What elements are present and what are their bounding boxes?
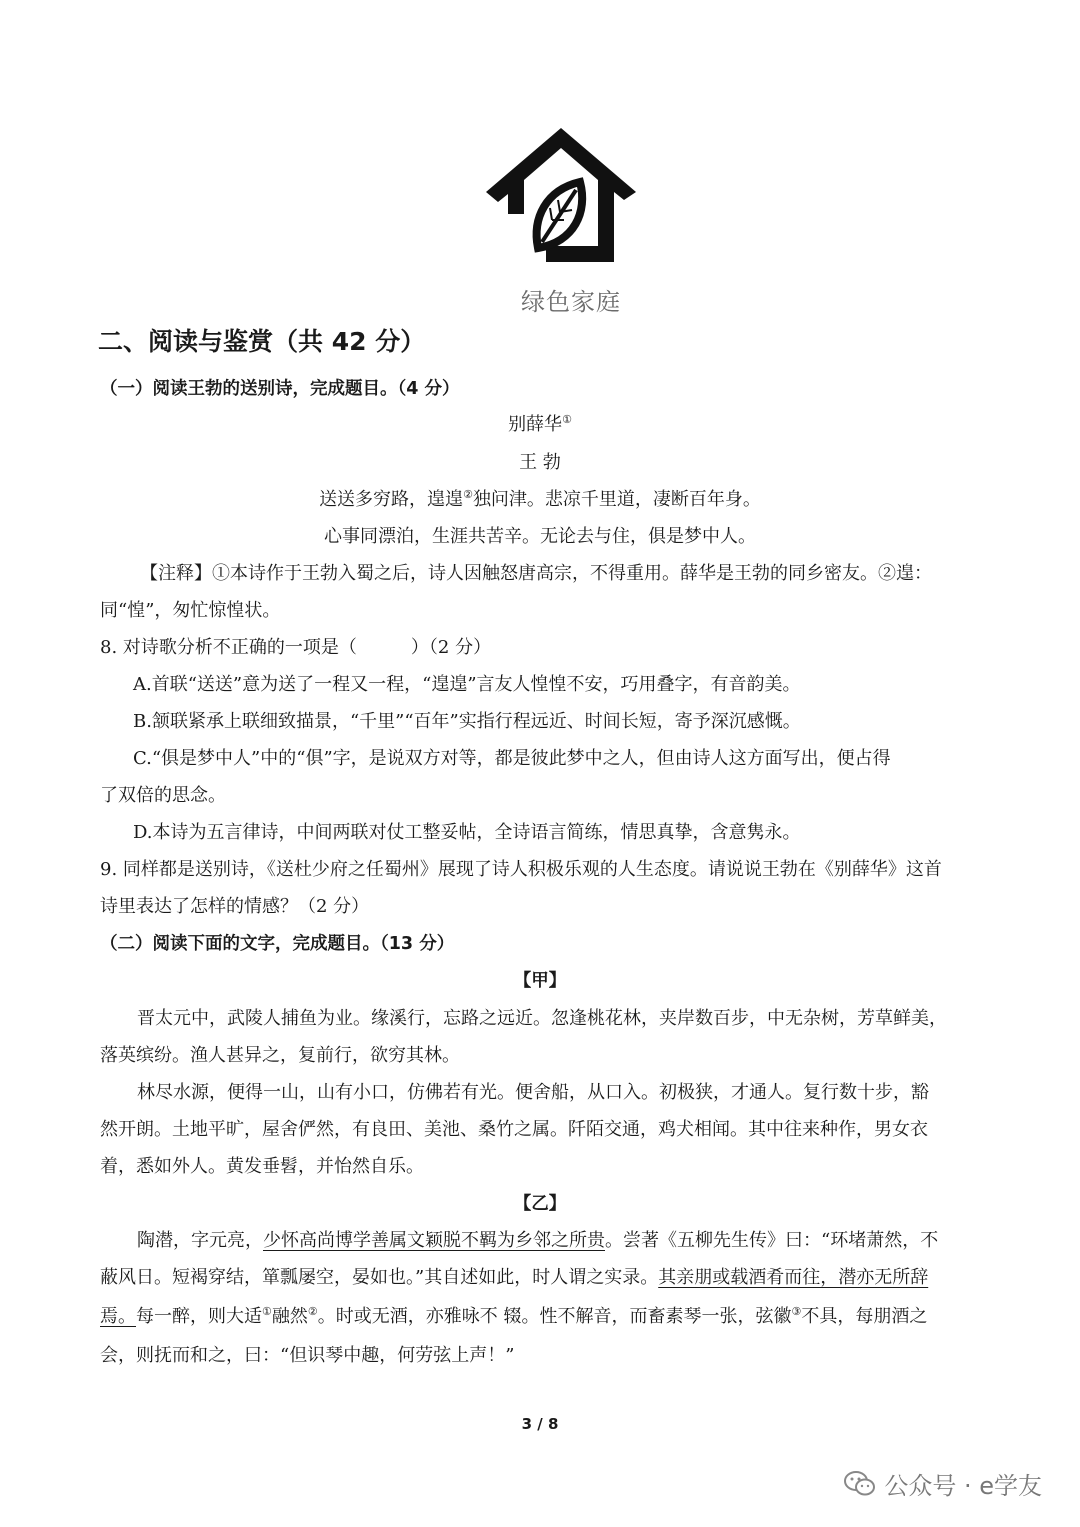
passage-jia-p2-line-1: 林尽水源，便得一山，山有小口，仿佛若有光。便舍船，从口入。初极狭，才通人。复行数十步，豁 bbox=[137, 1082, 929, 1103]
passage-yi-line-2-a: 蔽风日。短褐穿结，箪瓢屡空，晏如也。”其自述如此，时人谓之实录。 bbox=[100, 1267, 659, 1288]
passage-yi-line-3-d: 不具，每朋酒之 bbox=[801, 1306, 928, 1327]
note-marker-3: ③ bbox=[791, 1305, 802, 1318]
passage-jia-p2-line-2: 然开朗。土地平旷，屋舍俨然，有良田、美池、桑竹之属。阡陌交通，鸡犬相闻。其中往来种作，男女衣 bbox=[100, 1119, 928, 1140]
passage-yi-line-3 bbox=[100, 1305, 927, 1329]
poem-line-1 bbox=[0, 488, 1080, 512]
question-8-option-d: D.本诗为五言律诗，中间两联对仗工整妥帖，全诗语言简练，情思真挚，含意隽永。 bbox=[133, 822, 801, 843]
section-title: 二、阅读与鉴赏（共 42 分） bbox=[98, 327, 426, 356]
passage-jia-p2-line-3: 着，悉如外人。黄发垂髫，并怡然自乐。 bbox=[100, 1156, 424, 1177]
passage-yi-underlined-sentence-2: 其亲朋或载酒肴而往，潜亦无所辞 bbox=[658, 1267, 929, 1288]
note-marker-1: ① bbox=[262, 1305, 272, 1318]
passage-yi-line-2 bbox=[100, 1266, 928, 1290]
question-9-line-1: 9. 同样都是送别诗，《送杜少府之任蜀州》展现了诗人积极乐观的人生态度。请说说王勃在《别薛华》这首 bbox=[100, 859, 942, 880]
poem-title-text: 别薛华 bbox=[508, 414, 563, 435]
poem-line-1-b: 独问津。悲凉千里道，凄断百年身。 bbox=[472, 489, 761, 510]
poem-author: 王 勃 bbox=[519, 452, 561, 473]
part2-title: （二）阅读下面的文字，完成题目。（13 分） bbox=[100, 934, 455, 954]
passage-yi-line-4: 会，则抚而和之，曰：“但识琴中趣，何劳弦上声！” bbox=[100, 1345, 515, 1366]
note-marker-2: ② bbox=[307, 1305, 318, 1318]
passage-yi-line-3-a: 每一醉，则大适 bbox=[136, 1306, 262, 1327]
passage-yi-line-1 bbox=[137, 1229, 938, 1253]
question-8-option-c-line-1: C.“俱是梦中人”中的“俱”字，是说双方对等，都是彼此梦中之人，但由诗人这方面写出，便占得 bbox=[133, 748, 891, 769]
poem-line-1-note: ② bbox=[463, 488, 473, 501]
page-number: 3 / 8 bbox=[521, 1415, 559, 1433]
passage-yi-line-3-c: 。时或无酒，亦雅咏不 辍。性不解音，而畜素琴一张，弦徽 bbox=[317, 1306, 792, 1327]
question-8-option-a: A.首联“送送”意为送了一程又一程，“遑遑”言友人惶惶不安，巧用叠字，有音韵美。 bbox=[133, 674, 801, 695]
poem-line-2: 心事同漂泊，生涯共苦辛。无论去与住，俱是梦中人。 bbox=[324, 526, 756, 547]
poem-notes-line-2: 同“惶”，匆忙惊惶状。 bbox=[100, 600, 281, 621]
footer-watermark bbox=[844, 1466, 1042, 1501]
footer-account-name: 公众号 · e学友 bbox=[884, 1472, 1042, 1500]
question-9-line-2: 诗里表达了怎样的情感？（2 分） bbox=[100, 896, 370, 917]
poem-notes-line-1: 【注释】①本诗作于王勃入蜀之后，诗人因触怒唐高宗，不得重用。薛华是王勃的同乡密友。②遑： bbox=[140, 563, 932, 584]
passage-yi-label: 【乙】 bbox=[513, 1194, 567, 1214]
wechat-icon bbox=[844, 1470, 876, 1498]
passage-yi-underlined-sentence-2-end: 焉。 bbox=[100, 1306, 136, 1327]
question-8-option-b: B.颔联紧承上联细致描景，“千里”“百年”实指行程远近、时间长短，寄予深沉感慨。 bbox=[133, 711, 801, 732]
passage-yi-line-1-b: 。尝著《五柳先生传》曰：“环堵萧然，不 bbox=[605, 1230, 939, 1251]
poem-title-note: ① bbox=[562, 413, 572, 426]
passage-jia-p1-line-2: 落英缤纷。渔人甚异之，复前行，欲穷其林。 bbox=[100, 1045, 460, 1066]
passage-jia-label: 【甲】 bbox=[513, 971, 567, 991]
poem-title bbox=[0, 413, 1080, 437]
passage-yi-underlined-sentence-1: 少怀高尚博学善属文颖脱不羁为乡邻之所贵 bbox=[263, 1230, 605, 1251]
passage-yi-line-3-b: 融然 bbox=[271, 1306, 308, 1327]
passage-jia-p1-line-1: 晋太元中，武陵人捕鱼为业。缘溪行，忘路之远近。忽逢桃花林，夹岸数百步，中无杂树，芳草鲜美， bbox=[137, 1008, 947, 1029]
passage-yi-line-1-a: 陶潜，字元亮， bbox=[137, 1230, 263, 1251]
logo-caption: 绿色家庭 bbox=[521, 288, 621, 316]
question-8-option-c-line-2: 了双倍的思念。 bbox=[100, 785, 226, 806]
question-8: 8. 对诗歌分析不正确的一项是（ ）（2 分） bbox=[100, 637, 492, 658]
poem-line-1-a: 送送多穷路，遑遑 bbox=[319, 489, 464, 510]
part1-title: （一）阅读王勃的送别诗，完成题目。（4 分） bbox=[100, 379, 460, 399]
